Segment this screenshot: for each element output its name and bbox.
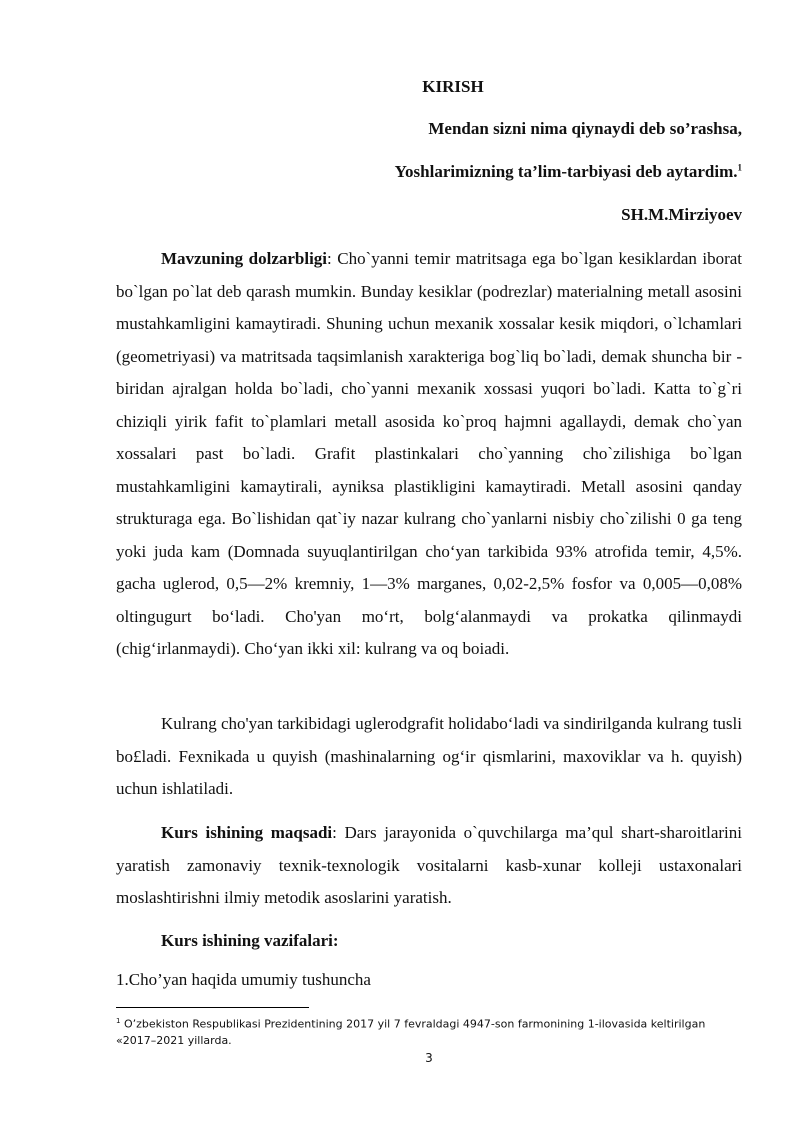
relevance-text: : Cho`yanni temir matritsaga ega bo`lgan kesiklardan iborat bo`lgan po`lat deb qarash mumkin. Bunday kesiklar (podrezlar) materialning metall asosini mustahkamligini kamaytiradi. Shuning uchun mexanik xossalar kesik miqdori, o`lchamlari (geometriyasi) va matritsada taqsimlanish xarakteriga bog`liq bo`ladi, demak shuncha bir - biridan ajralgan holda bo`ladi, cho`yanni mexanik xossasi yuqori bo`ladi. Katta to`g`ri chiziqli yirik fafit to`plamlari metall asosida ko`proq hajmni agallaydi, demak cho`yan xossalari past bo`ladi. Grafit plastinkalari cho`yanning cho`zilishiga bo`lgan mustahkamligini kamaytirali, ayniksa plastikligini kamaytiradi. Metall asosini qanday strukturaga ega. Bo`lishidan qat`iy nazar kulrang cho`yanlarni nisbiy cho`zilishi 0 ga teng yoki juda kam (Domnada suyuqlantirilgan cho‘yan tarkibida 93% atrofida temir, 4,5%. gacha uglerod, 0,5—2% kremniy, 1—3% marganes, 0,02-2,5% fosfor va 0,005—0,08% oltingugurt bo‘ladi. Cho'yan mo‘rt, bolg‘alanmaydi va prokatka qilinmaydi (chig‘irlanmaydi). Cho‘yan ikki xil: kulrang va oq boiadi. bbox=[116, 249, 742, 658]
epigraph-line-2-text: Yoshlarimizning ta’lim-tarbiyasi deb aytardim. bbox=[394, 162, 738, 181]
goal-text: : Dars jarayonida o`quvchilarga ma’qul shart-sharoitlarini yaratish zamonaviy texnik-texnologik vositalarni kasb-xunar kolleji ustaxonalari moslashtirishni ilmiy metodik asoslarini yaratish. bbox=[116, 823, 742, 907]
relevance-paragraph bbox=[116, 243, 742, 666]
goal-label: Kurs ishining maqsadi bbox=[161, 823, 333, 842]
footnote-divider bbox=[116, 1007, 309, 1008]
task-item-1: 1.Cho’yan haqida umumiy tushuncha bbox=[116, 970, 371, 989]
page-title: KIRISH bbox=[422, 77, 484, 96]
epigraph-author: SH.M.Mirziyoev bbox=[621, 205, 742, 224]
goal-paragraph bbox=[116, 817, 742, 915]
epigraph-line-1: Mendan sizni nima qiynaydi deb so’rashsa, bbox=[428, 119, 742, 138]
epigraph-line-2 bbox=[395, 162, 742, 182]
footnote bbox=[116, 1013, 742, 1049]
footnote-reference: 1 bbox=[737, 162, 742, 173]
grey-iron-paragraph: Kulrang cho'yan tarkibidagi uglerodgrafit holidabo‘ladi va sindirilganda kulrang tusli bo£ladi. Fexnikada u quyish (mashinalarning og‘ir qismlarini, maxoviklar va h. quyish) uchun ishlatiladi. bbox=[116, 714, 742, 798]
footnote-text: O’zbekiston Respublikasi Prezidentining 2017 yil 7 fevraldagi 4947-son farmonining 1-ilovasida keltirilgan «2017–2021 yillarda. bbox=[116, 1017, 706, 1047]
footnote-number: 1 bbox=[116, 1017, 121, 1025]
relevance-label: Mavzuning dolzarbligi bbox=[161, 249, 328, 268]
tasks-heading: Kurs ishining vazifalari: bbox=[161, 931, 339, 950]
page-number: 3 bbox=[425, 1051, 433, 1065]
